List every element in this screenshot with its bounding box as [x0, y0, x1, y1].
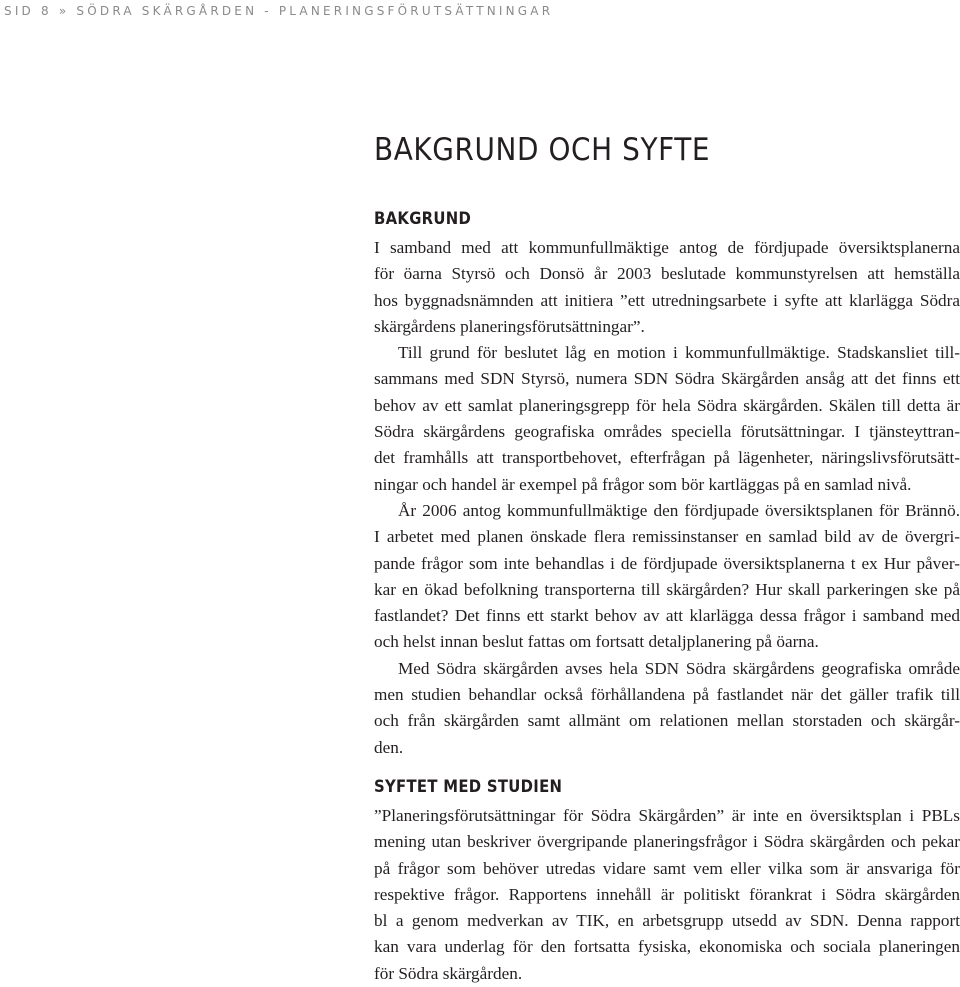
section-syftet: [374, 776, 960, 987]
text-line: pande frågor som inte behandlas i de fördjupade översiktsplanerna t ex Hur påver-: [374, 553, 960, 573]
section-body: [374, 235, 960, 761]
text-line: mening utan beskriver övergripande planeringsfrågor i Södra skärgården och pekar: [374, 832, 960, 852]
running-header: SID 8 » SÖDRA SKÄRGÅRDEN - PLANERINGSFÖRUTSÄTTNINGAR: [4, 4, 554, 18]
text-line: bl a genom medverkan av TIK, en arbetsgrupp utsedd av SDN. Denna rapport: [374, 911, 960, 931]
text-line: det framhålls att transportbehovet, efterfrågan på lägenheter, näringslivsförutsätt-: [374, 448, 960, 468]
text-line: I samband med att kommunfullmäktige antog de fördjupade översiktsplanerna: [374, 238, 960, 257]
text-line: År 2006 antog kommunfullmäktige den fördjupade översiktsplanen för Brännö.: [398, 500, 960, 520]
section-heading: BAKGRUND: [374, 209, 472, 228]
text-line: ningar och handel är exempel på frågor som bör kartläggas på en samlad nivå.: [374, 474, 912, 494]
text-line: Till grund för beslutet låg en motion i kommunfullmäktige. Stadskansliet till-: [398, 343, 960, 363]
text-line: I arbetet med planen önskade flera remissinstanser en samlad bild av de övergri-: [374, 527, 960, 547]
section-heading: SYFTET MED STUDIEN: [374, 777, 563, 796]
text-line: sammans med SDN Styrsö, numera SDN Södra Skärgården ansåg att det finns ett: [374, 369, 960, 389]
text-line: men studien behandlar också förhållandena på fastlandet när det gäller trafik till: [374, 685, 960, 705]
text-line: fastlandet? Det finns ett starkt behov av att klarlägga dessa frågor i samband med: [374, 606, 960, 626]
text-line: för öarna Styrsö och Donsö år 2003 beslutade kommunstyrelsen att hemställa: [374, 264, 960, 284]
section-body: [374, 803, 960, 987]
text-line: för Södra skärgården.: [374, 963, 523, 983]
text-line: och helst innan beslut fattas om fortsatt detaljplanering på öarna.: [374, 632, 819, 652]
text-line: och från skärgården samt allmänt om relationen mellan storstaden och skärgår-: [374, 711, 960, 731]
section-bakgrund: [374, 208, 960, 761]
page-title: BAKGRUND OCH SYFTE: [374, 132, 711, 168]
text-line: hos byggnadsnämnden att initiera ”ett utredningsarbete i syfte att klarlägga Södra: [374, 290, 960, 310]
text-line: den.: [374, 737, 404, 757]
text-line: kar en ökad befolkning transporterna till skärgården? Hur skall parkeringen ske på: [374, 579, 960, 599]
text-line: Med Södra skärgården avses hela SDN Södra skärgårdens geografiska område: [398, 658, 960, 678]
text-line: kan vara underlag för den fortsatta fysiska, ekonomiska och sociala planeringen: [374, 937, 960, 957]
text-line: respektive frågor. Rapportens innehåll är politiskt förankrat i Södra skärgården: [374, 884, 960, 904]
text-line: på frågor som behöver utredas vidare samt vem eller vilka som är ansvariga för: [374, 858, 960, 878]
text-line: ”Planeringsförutsättningar för Södra Skärgården” är inte en översiktsplan i PBLs: [374, 806, 960, 825]
text-line: Södra skärgårdens geografiska områdes speciella förutsättningar. I tjänsteyttran-: [374, 422, 960, 442]
text-line: behov av ett samlat planeringsgrepp för hela Södra skärgården. Skälen till detta är: [374, 395, 960, 415]
text-line: skärgårdens planeringsförutsättningar”.: [374, 316, 645, 336]
